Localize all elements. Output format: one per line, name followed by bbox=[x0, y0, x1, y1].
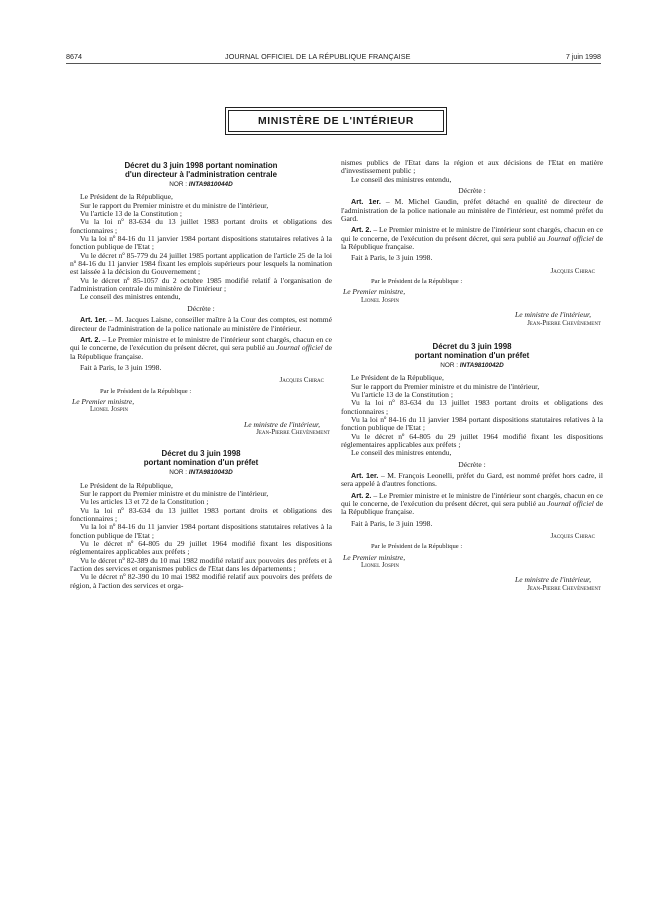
article-2 bbox=[70, 336, 332, 361]
visa: Le Président de la République, bbox=[80, 192, 173, 202]
visa: Le conseil des ministres entendu, bbox=[351, 174, 452, 184]
decree-2-title-line2: portant nomination d'un préfet bbox=[143, 458, 259, 468]
visa: Vu le décret nº 82-389 du 10 mai 1982 modifié relatif aux pouvoirs des préfets et à l'action des services et organismes publics de l'Etat dans les départements ; bbox=[70, 555, 332, 574]
visa-continued: nismes publics de l'Etat dans la région et aux décisions de l'Etat en matière d'investissement public ; bbox=[341, 158, 603, 176]
header-rule bbox=[66, 63, 601, 64]
article-label: Art. 2. bbox=[80, 334, 101, 344]
article-label: Art. 1er. bbox=[351, 470, 379, 480]
article-label: Art. 1er. bbox=[351, 197, 381, 207]
fait-a-paris: Fait à Paris, le 3 juin 1998. bbox=[351, 253, 433, 263]
president-signature: Jacques Chirac bbox=[550, 533, 595, 541]
decree-2-nor bbox=[70, 469, 332, 477]
decree-3-nor bbox=[341, 362, 603, 370]
pm-title: Le Premier ministre, bbox=[343, 552, 406, 562]
pm-title: Le Premier ministre, bbox=[72, 396, 135, 406]
decree-1-nor bbox=[70, 181, 332, 189]
visa: Vu les articles 13 et 72 de la Constitution ; bbox=[80, 497, 209, 507]
president-signature: Jacques Chirac bbox=[279, 377, 324, 385]
visa: Vu le décret nº 85-779 du 24 juillet 1985 portant application de l'article 25 de la loi nº 84-16 du 11 janvier 1984 fixant les emplois supérieurs pour lesquels la nomination est laissée à la décision du Gouvernement ; bbox=[70, 250, 332, 277]
visa: Vu le décret nº 64-805 du 29 juillet 1964 modifié fixant les dispositions réglementaires applicables aux préfets ; bbox=[341, 431, 603, 449]
journal-ref: Journal officiel bbox=[276, 343, 323, 353]
article-label: Art. 2. bbox=[351, 490, 372, 500]
nor-code: INTA9810042D bbox=[459, 361, 504, 369]
visa: Le Président de la République, bbox=[351, 373, 444, 383]
article-text: de la République française. bbox=[341, 499, 603, 517]
pm-signature: Lionel Jospin bbox=[361, 296, 399, 304]
visa: Sur le rapport du Premier ministre et du ministre de l'intérieur, bbox=[80, 200, 269, 210]
issue-date: 7 juin 1998 bbox=[565, 52, 601, 61]
decrete-label: Décrète : bbox=[187, 303, 215, 313]
nor-label: NOR : bbox=[169, 469, 189, 477]
decree-3-title-line1: Décret du 3 juin 1998 bbox=[432, 341, 512, 351]
minister-title: Le ministre de l'intérieur, bbox=[244, 419, 320, 429]
visa: Sur le rapport du Premier ministre et du ministre de l'intérieur, bbox=[80, 488, 269, 498]
decree-2 bbox=[70, 449, 332, 590]
journal-ref: Journal officiel bbox=[547, 233, 594, 243]
president-signature: Jacques Chirac bbox=[550, 267, 595, 275]
par-le-president: Par le Président de la République : bbox=[371, 278, 463, 286]
visa: Le conseil des ministres entendu, bbox=[80, 292, 181, 302]
decrete-label: Décrète : bbox=[458, 186, 486, 196]
visa: Vu le décret nº 85-1057 du 2 octobre 1985 modifié relatif à l'organisation de l'administration centrale du ministère de l'intérieur ; bbox=[70, 275, 332, 294]
minister-signature: Jean-Pierre Chevènement bbox=[256, 428, 330, 436]
decree-1-title-line1: Décret du 3 juin 1998 portant nomination bbox=[124, 161, 278, 170]
spacer bbox=[70, 437, 332, 449]
left-column bbox=[70, 161, 332, 590]
pm-signature: Lionel Jospin bbox=[90, 406, 128, 414]
visa: Vu le décret nº 64-805 du 29 juillet 1964 modifié fixant les dispositions réglementaires applicables aux préfets ; bbox=[70, 539, 332, 557]
minister-title: Le ministre de l'intérieur, bbox=[515, 575, 591, 585]
minister-signature: Jean-Pierre Chevènement bbox=[527, 584, 601, 592]
nor-label: NOR : bbox=[169, 181, 189, 188]
par-le-president: Par le Président de la République : bbox=[100, 387, 192, 395]
visa: Vu la loi nº 83-634 du 13 juillet 1983 portant droits et obligations des fonctionnaires ; bbox=[341, 398, 603, 416]
ministry-title: MINISTÈRE DE L'INTÉRIEUR bbox=[228, 110, 444, 132]
page-number: 8674 bbox=[66, 52, 82, 61]
minister-signature: Jean-Pierre Chevènement bbox=[527, 319, 601, 327]
decree-1-title bbox=[70, 161, 332, 179]
decree-3-title bbox=[341, 342, 603, 360]
nor-code: INTA9810044D bbox=[188, 181, 233, 188]
article-label: Art. 1er. bbox=[80, 315, 107, 325]
article-1 bbox=[341, 198, 603, 223]
article-text: de la République française. bbox=[70, 343, 332, 361]
decrete-label: Décrète : bbox=[458, 459, 486, 469]
decree-2-title bbox=[70, 449, 332, 467]
article-text: – Le Premier ministre et le ministre de l'intérieur sont chargés, chacun en ce qui le concerne, de l'exécution du présent décret, qui sera publié au bbox=[341, 225, 603, 243]
journal-ref: Journal officiel bbox=[547, 499, 594, 508]
par-le-president: Par le Président de la République : bbox=[371, 543, 463, 551]
pm-title: Le Premier ministre, bbox=[343, 287, 406, 297]
article-2 bbox=[341, 492, 603, 517]
visa: Vu l'article 13 de la Constitution ; bbox=[80, 209, 182, 219]
decree-3-title-line2: portant nomination d'un préfet bbox=[414, 350, 530, 360]
visa: Vu la loi nº 83-634 du 13 juillet 1983 portant droits et obligations des fonctionnaires ; bbox=[70, 217, 332, 235]
nor-label: NOR : bbox=[440, 361, 460, 369]
article-1 bbox=[341, 472, 603, 489]
visa: Vu la loi nº 83-634 du 13 juillet 1983 portant droits et obligations des fonctionnaires ; bbox=[70, 505, 332, 523]
article-text: – Le Premier ministre et le ministre de l'intérieur sont chargés, chacun en ce qui le concerne, de l'exécution du présent décret, qui sera publié au bbox=[341, 490, 603, 508]
article-text: – M. François Leonelli, préfet du Gard, est nommé préfet hors cadre, il sera appelé à d'autres fonctions. bbox=[341, 470, 603, 489]
visa: Vu la loi nº 84-16 du 11 janvier 1984 portant dispositions statutaires relatives à la fonction publique de l'Etat ; bbox=[70, 522, 332, 540]
article-text: – M. Michel Gaudin, préfet détaché en qualité de directeur de l'administration de la police nationale au ministère de l'intérieur, est nommé préfet du Gard. bbox=[341, 197, 603, 224]
article-text: – M. Jacques Laisne, conseiller maître à la Cour des comptes, est nommé directeur de l'administration de la police nationale au ministère de l'intérieur. bbox=[70, 315, 332, 333]
decree-1-title-line2: d'un directeur à l'administration centrale bbox=[125, 170, 277, 179]
visa: Vu l'article 13 de la Constitution ; bbox=[351, 389, 453, 399]
article-1 bbox=[70, 316, 332, 333]
journal-title: JOURNAL OFFICIEL DE LA RÉPUBLIQUE FRANÇAISE bbox=[225, 52, 411, 61]
article-2 bbox=[341, 226, 603, 251]
visa: Le Président de la République, bbox=[80, 480, 173, 490]
decree-2-continued bbox=[341, 159, 603, 328]
article-text: – Le Premier ministre et le ministre de l'intérieur sont chargés, chacun en ce qui le concerne, de l'exécution du présent décret, qui sera publié au bbox=[70, 334, 332, 353]
decree-2-title-line1: Décret du 3 juin 1998 bbox=[161, 449, 241, 459]
right-column bbox=[341, 159, 603, 593]
fait-a-paris: Fait à Paris, le 3 juin 1998. bbox=[80, 362, 162, 372]
decree-3 bbox=[341, 342, 603, 593]
pm-signature: Lionel Jospin bbox=[361, 562, 399, 570]
visa: Vu le décret nº 82-390 du 10 mai 1982 modifié relatif aux pouvoirs des préfets de région, à l'action des services et orga- bbox=[70, 572, 332, 590]
visa: Sur le rapport du Premier ministre et du ministre de l'intérieur, bbox=[351, 381, 540, 391]
visa: Vu la loi nº 84-16 du 11 janvier 1984 portant dispositions statutaires relatives à la fonction publique de l'Etat ; bbox=[341, 414, 603, 433]
minister-title: Le ministre de l'intérieur, bbox=[515, 310, 591, 320]
decree-1 bbox=[70, 161, 332, 437]
article-text: de la République française. bbox=[341, 233, 603, 252]
nor-code: INTA9810043D bbox=[188, 469, 233, 477]
fait-a-paris: Fait à Paris, le 3 juin 1998. bbox=[351, 518, 433, 528]
visa: Le conseil des ministres entendu, bbox=[351, 448, 452, 458]
spacer bbox=[341, 328, 603, 342]
article-label: Art. 2. bbox=[351, 225, 372, 235]
visa: Vu la loi nº 84-16 du 11 janvier 1984 portant dispositions statutaires relatives à la fonction publique de l'Etat ; bbox=[70, 234, 332, 252]
